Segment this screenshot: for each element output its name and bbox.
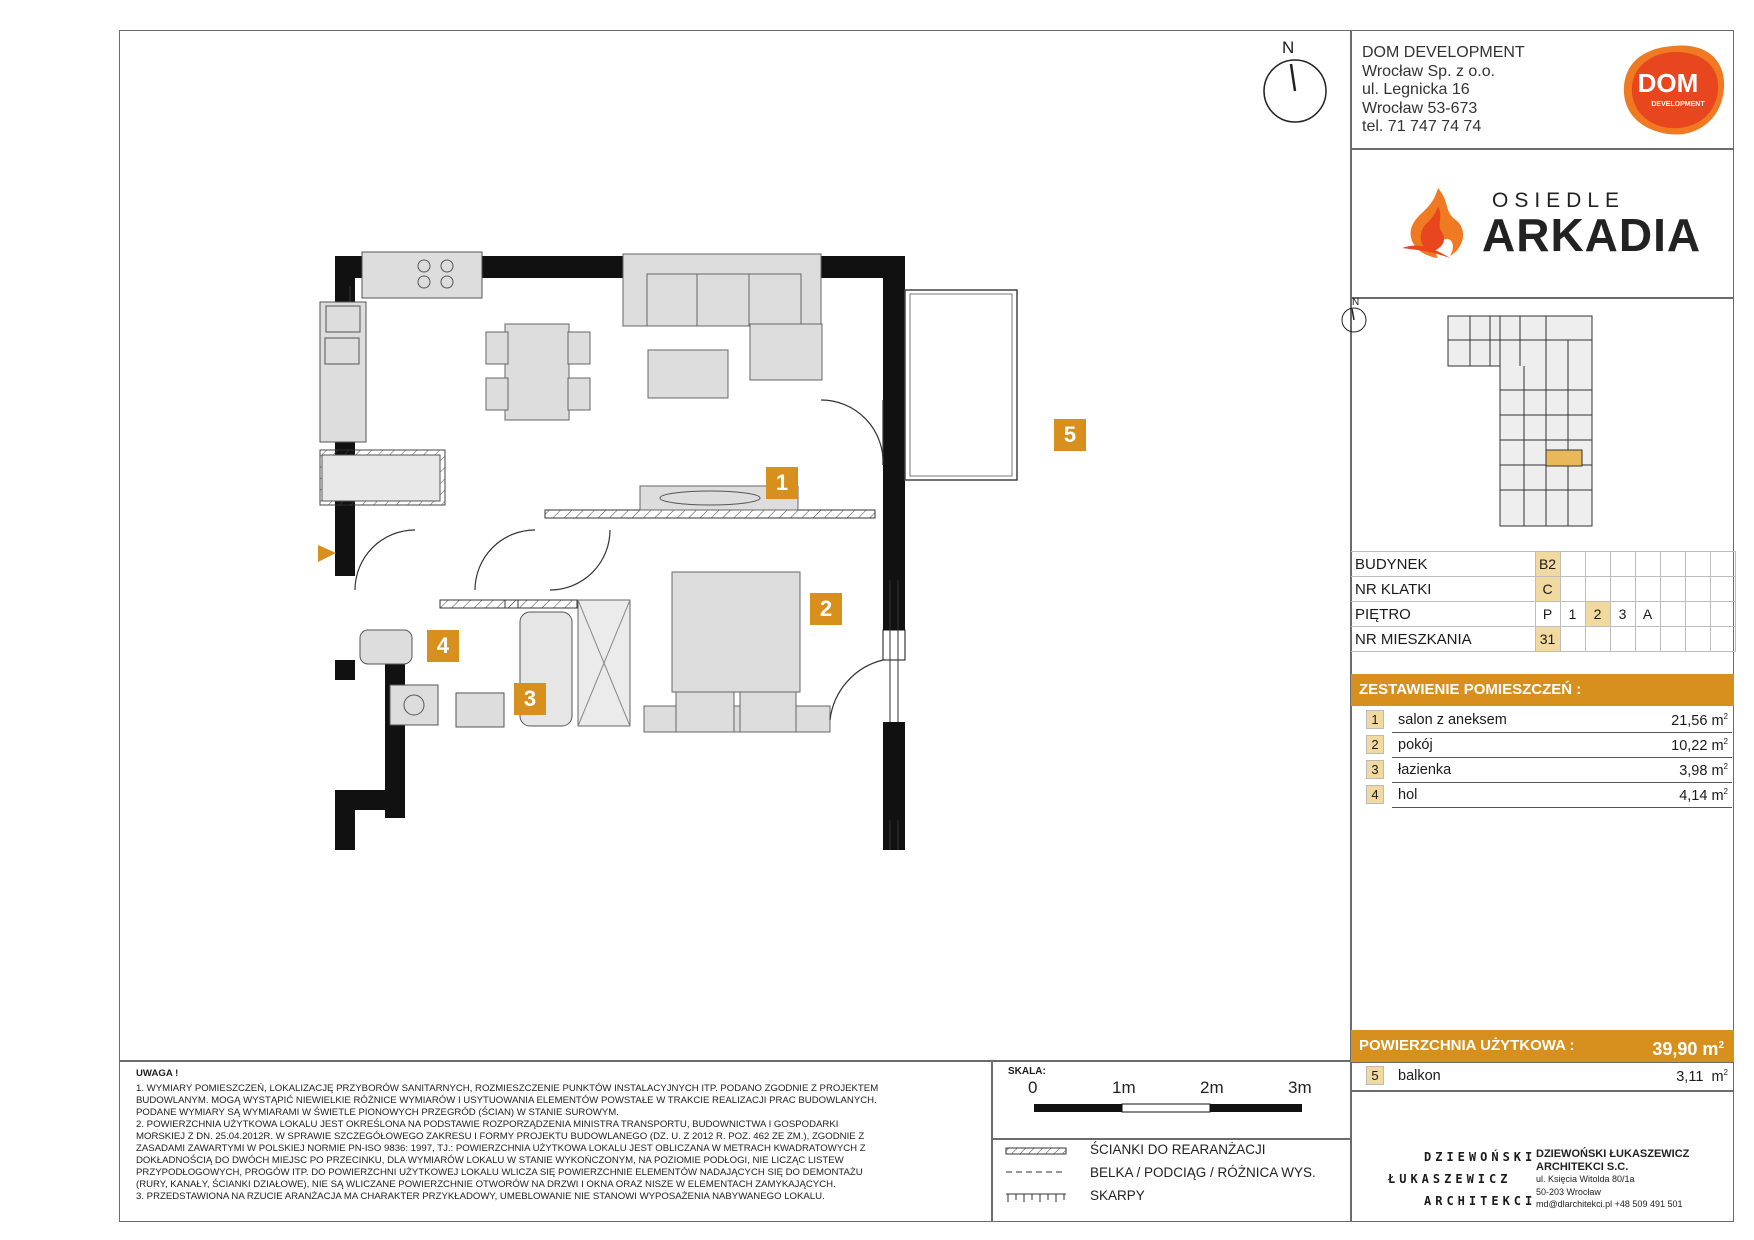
room-name: hol [1398, 787, 1418, 803]
room-number: 1 [1366, 710, 1384, 729]
architect-logo-line2: ŁUKASZEWICZ [1388, 1172, 1512, 1186]
apartment-info-table [1351, 551, 1736, 652]
scale-tick: 0 [1028, 1078, 1038, 1097]
notes-line: ZASADAMI ZAWARTYMI W POLSKIEJ NORMIE PN-ISO 9836: 1997, TJ.: POWIERZCHNIA UŻYTKOWA LOKALU JEST OBLICZANA W METRACH KWADRATOWYCH Z [136, 1143, 866, 1154]
project-name-big: ARKADIA [1482, 209, 1702, 261]
sink [456, 693, 504, 727]
notes-line: BUDOWLANYM. MOGĄ WYSTĄPIĆ NIEWIELKIE RÓŻNICE WYMIARÓW I USYTUOWANIA ELEMENTÓW POWSTAŁE W TRAKCIE REALIZACJI PRAC BUDOWLANYCH. [136, 1095, 877, 1106]
compass-icon [1262, 58, 1328, 124]
notes-line: PRZYPODŁOGOWYCH, PROGÓW ITP. DO POWIERZCHNI UŻYTKOWEJ LOKALU WLICZA SIĘ POWIERZCHNIE ELEMENTÓW NADAJĄCYCH SIĘ DO DEMONTAŻU [136, 1167, 863, 1178]
info-row-budynek [1351, 552, 1735, 577]
keyplan-highlighted-apartment [1546, 450, 1582, 466]
partition-hatched [545, 510, 875, 518]
rooms-section-title: ZESTAWIENIE POMIESZCZEŃ : [1351, 674, 1734, 706]
notes-divider [119, 1060, 1351, 1062]
room-number: 3 [1366, 760, 1384, 779]
room-area: 3,98 $m^2$ [1679, 762, 1728, 779]
room-row [1362, 783, 1732, 808]
developer-company: Wrocław Sp. z o.o. [1362, 62, 1496, 80]
info-row-klatka [1351, 577, 1735, 602]
mieszkanie-value: 31 [1535, 627, 1560, 652]
keyplan-compass-icon [1340, 306, 1368, 334]
room-number: 4 [1366, 785, 1384, 804]
washing-machine [390, 685, 438, 725]
pietro-option: A [1635, 602, 1660, 627]
info-row-mieszkanie [1351, 627, 1735, 652]
dom-logo-text: DOM [1637, 68, 1699, 98]
mieszkanie-label: NR MIESZKANIA [1351, 627, 1535, 652]
pietro-option: P [1535, 602, 1560, 627]
scale-tick: 2m [1200, 1078, 1224, 1097]
balcony-outline [905, 290, 1017, 480]
balcony-name: balkon [1398, 1068, 1441, 1084]
developer-city: Wrocław 53-673 [1362, 99, 1478, 117]
floor-plan [300, 250, 1150, 850]
room-area: 4,14 $m^2$ [1679, 787, 1728, 804]
plan-badge-5: 5 [1054, 419, 1086, 451]
scale-title: SKALA: [1008, 1066, 1046, 1077]
notes-block [136, 1068, 966, 1203]
developer-name: DOM DEVELOPMENT [1362, 44, 1525, 61]
room-row [1362, 708, 1732, 733]
compass-label: N [1282, 38, 1295, 57]
info-row-pietro [1351, 602, 1735, 627]
panel-divider-h1 [1350, 148, 1734, 150]
legend-item: ŚCIANKI DO REARANŻACJI [1090, 1142, 1266, 1157]
notes-line: 1. WYMIARY POMIESZCZEŃ, LOKALIZACJĘ PRZYBORÓW SANITARNYCH, ROZMIESZCZENIE PUNKTÓW INSTALACYJNYCH ITP. PODANO ZGODNIE Z PROJEKTEM [136, 1083, 879, 1094]
room-row [1362, 733, 1732, 758]
architect-contact: md@dlarchitekci.pl +48 509 491 501 [1536, 1199, 1683, 1209]
notes-line: MORSKIEJ Z DN. 25.04.2012R. W SPRAWIE SZCZEGÓŁOWEGO ZAKRESU I FORMY PROJEKTU BUDOWLANEGO (DZ. U. Z 2012 R. POZ. 462 ZE ZM.), ZGODNIE Z [136, 1131, 865, 1142]
legend-divider [991, 1138, 1351, 1140]
plan-badge-2: 2 [810, 593, 842, 625]
architect-city: 50-203 Wrocław [1536, 1186, 1601, 1197]
notes-line: DOKŁADNOŚCIĄ DO DWÓCH MIEJSC PO PRZECINKU, DLA WYMIARÓW LOKALU W STANIE WYKOŃCZONYM, NA POZIOMIE PODŁOGI, NIE LICZĄC LISTEW [136, 1155, 844, 1166]
architect-street: ul. Księcia Witolda 80/1a [1536, 1174, 1635, 1184]
pietro-option-selected: 2 [1585, 602, 1610, 627]
balcony-number: 5 [1366, 1066, 1384, 1085]
scale-bar [1034, 1102, 1304, 1114]
dining-table [486, 324, 590, 420]
coffee-table [648, 350, 728, 398]
bed [644, 572, 830, 732]
budynek-value: B2 [1535, 552, 1560, 577]
architect-logo [1388, 1146, 1536, 1212]
legend-item: SKARPY [1090, 1188, 1145, 1203]
keyplan-north-label: N [1352, 297, 1360, 308]
legend-symbols [1004, 1144, 1068, 1214]
scale-tick: 1m [1112, 1078, 1136, 1097]
plan-badge-1: 1 [766, 467, 798, 499]
project-name-small: OSIEDLE [1492, 189, 1626, 212]
panel-divider-h4 [1350, 1090, 1734, 1092]
notes-line: 2. POWIERZCHNIA UŻYTKOWA LOKALU JEST OKREŚLONA NA PODSTAWIE ROZPORZĄDZENIA MINISTRA TRANSPORTU, BUDOWNICTWA I GOSPODARKI [136, 1119, 839, 1130]
pietro-label: PIĘTRO [1351, 602, 1535, 627]
architect-info [1536, 1148, 1689, 1211]
developer-street: ul. Legnicka 16 [1362, 81, 1470, 98]
klatka-label: NR KLATKI [1351, 577, 1535, 602]
developer-info [1362, 44, 1525, 137]
dom-logo-subtext: DEVELOPMENT [1651, 101, 1705, 108]
room-row [1362, 758, 1732, 783]
kitchen-counter-side [320, 302, 366, 442]
legend-item: BELKA / PODCIĄG / RÓŻNICA WYS. [1090, 1165, 1316, 1180]
developer-phone: tel. 71 747 74 74 [1362, 118, 1482, 135]
architect-name2: ARCHITEKCI S.C. [1536, 1160, 1629, 1173]
room-name: łazienka [1398, 762, 1452, 778]
balcony-door-swing [821, 400, 883, 465]
klatka-value: C [1535, 577, 1560, 602]
usable-area-label: POWIERZCHNIA UŻYTKOWA : [1359, 1037, 1575, 1054]
building-keyplan [1440, 310, 1620, 530]
room-name: salon z aneksem [1398, 712, 1507, 728]
scale-divider [991, 1060, 993, 1222]
notes-line: PODANE WYMIARY SĄ WYMIARAMI W ŚWIETLE PIONOWYCH PRZEGRÓD (ŚCIAN) W STANIE SUROWYM. [136, 1107, 619, 1118]
room-number: 2 [1366, 735, 1384, 754]
toilet [360, 630, 412, 664]
usable-area-bar [1351, 1030, 1734, 1062]
balcony-row [1362, 1064, 1732, 1089]
balcony-area: 3,11 $m^2$ [1676, 1068, 1728, 1085]
room-area: 21,56 $m^2$ [1671, 712, 1728, 729]
notes-title: UWAGA ! [136, 1068, 179, 1079]
plan-badge-3: 3 [514, 683, 546, 715]
arkadia-flame-logo [1398, 186, 1478, 262]
scale-tick: 3m [1288, 1078, 1312, 1097]
room-name: pokój [1398, 737, 1433, 753]
pietro-option: 3 [1610, 602, 1635, 627]
architect-logo-line3: ARCHITEKCI [1424, 1194, 1537, 1208]
notes-line: 3. PRZEDSTAWIONA NA RZUCIE ARANŻACJA MA CHARAKTER PRZYKŁADOWY, UMEBLOWANIE NIE STANOWI WYPOSAŻENIA NABYWANEGO LOKALU. [136, 1191, 825, 1202]
entrance-arrow-icon [318, 545, 336, 562]
kitchen-counter-top [362, 252, 482, 298]
notes-line: (RURY, KANAŁY, ŚCIANKI DZIAŁOWE), NIE SĄ WLICZANE POWIERZCHNIE OTWORÓW NA DRZWI I OKNA ORAZ NISZE W ELEMENTACH ZAMYKAJĄCYCH. [136, 1179, 836, 1190]
architect-name1: DZIEWOŃSKI ŁUKASZEWICZ [1536, 1148, 1690, 1160]
usable-area-value: 39,90 $m^2$ [1652, 1039, 1724, 1059]
room-area: 10,22 $m^2$ [1671, 737, 1728, 754]
budynek-label: BUDYNEK [1351, 552, 1535, 577]
dom-development-logo [1618, 42, 1728, 138]
panel-divider-h2 [1350, 297, 1734, 299]
architect-logo-line1: DZIEWOŃSKI [1424, 1150, 1537, 1164]
plan-badge-4: 4 [427, 630, 459, 662]
pietro-option: 1 [1560, 602, 1585, 627]
